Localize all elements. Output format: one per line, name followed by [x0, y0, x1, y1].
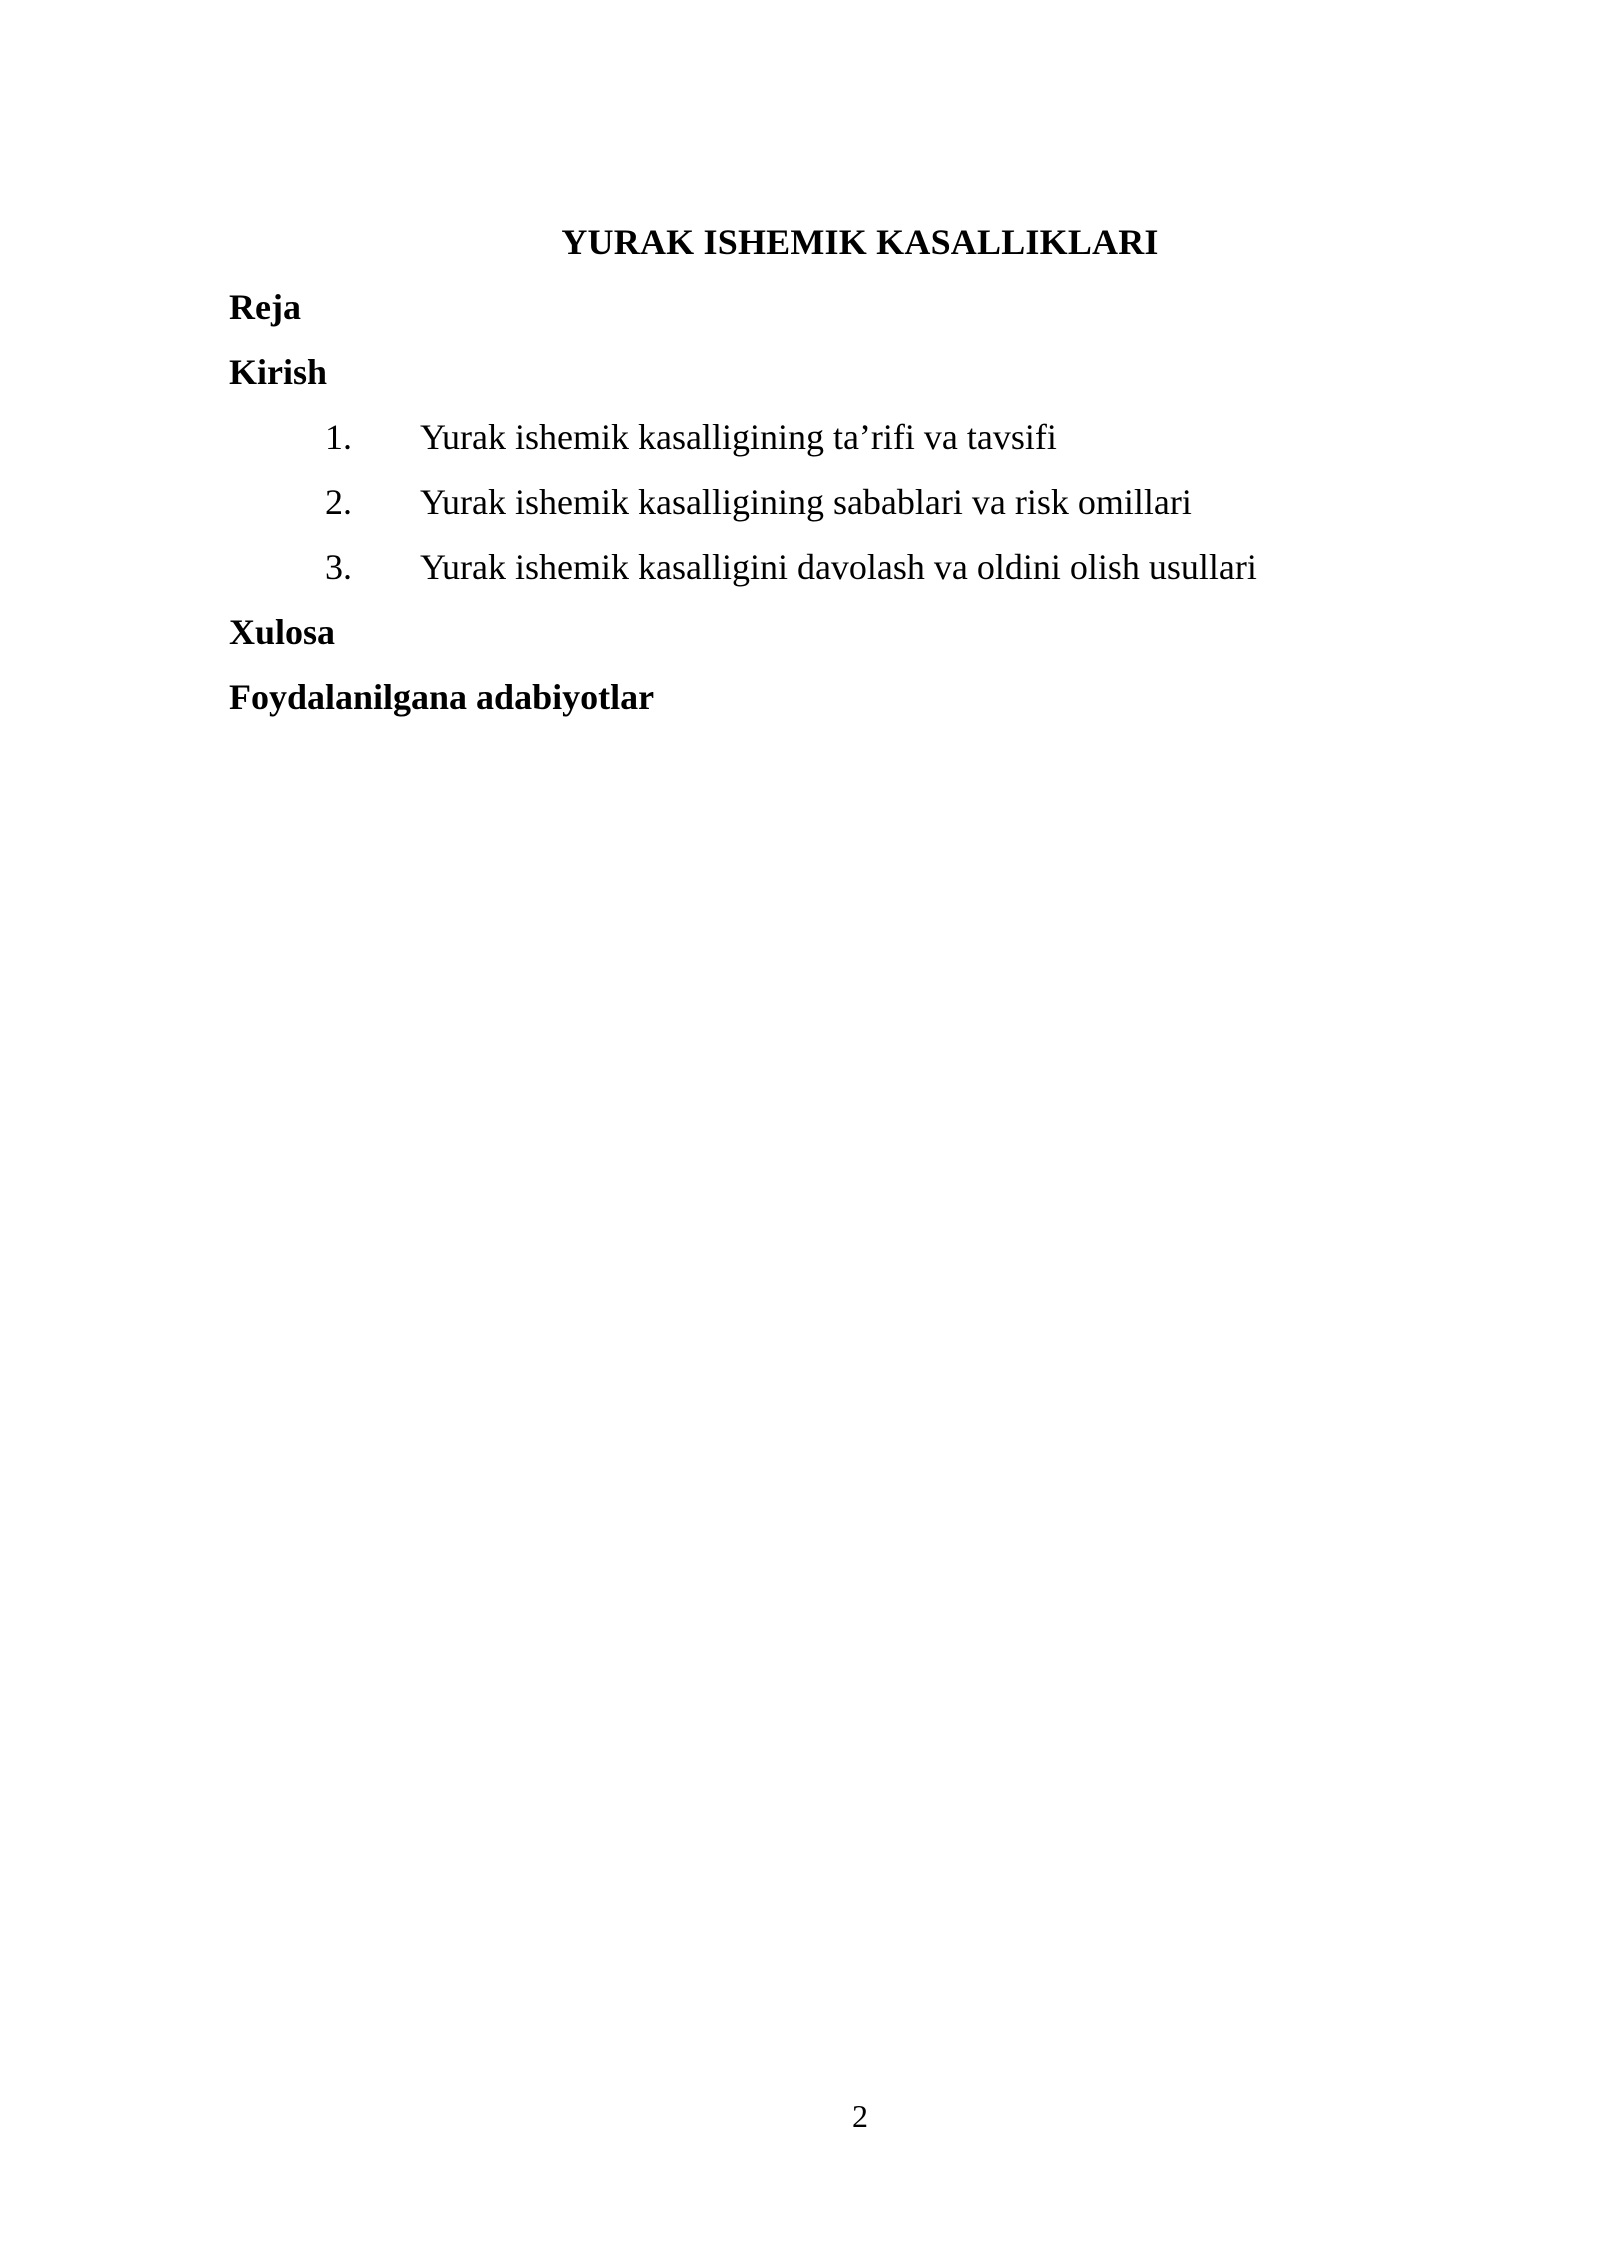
conclusion-heading: Xulosa [229, 612, 336, 652]
intro-heading: Kirish [229, 352, 328, 392]
list-item-number: 2. [325, 482, 352, 522]
list-item-text: Yurak ishemik kasalligining sabablari va risk omillari [420, 482, 1192, 522]
page-number: 2 [852, 2098, 868, 2134]
list-item-number: 1. [325, 417, 352, 457]
list-item [0, 413, 1600, 461]
list-item-text: Yurak ishemik kasalligini davolash va oldini olish usullari [420, 547, 1257, 587]
list-item-text: Yurak ishemik kasalligining ta’rifi va tavsifi [420, 417, 1057, 457]
list-item-number: 3. [325, 547, 352, 587]
list-item [0, 478, 1600, 526]
references-heading: Foydalanilgana adabiyotlar [229, 677, 655, 717]
list-item [0, 543, 1600, 591]
document-title: YURAK ISHEMIK KASALLIKLARI [561, 222, 1159, 262]
plan-heading: Reja [229, 287, 301, 327]
